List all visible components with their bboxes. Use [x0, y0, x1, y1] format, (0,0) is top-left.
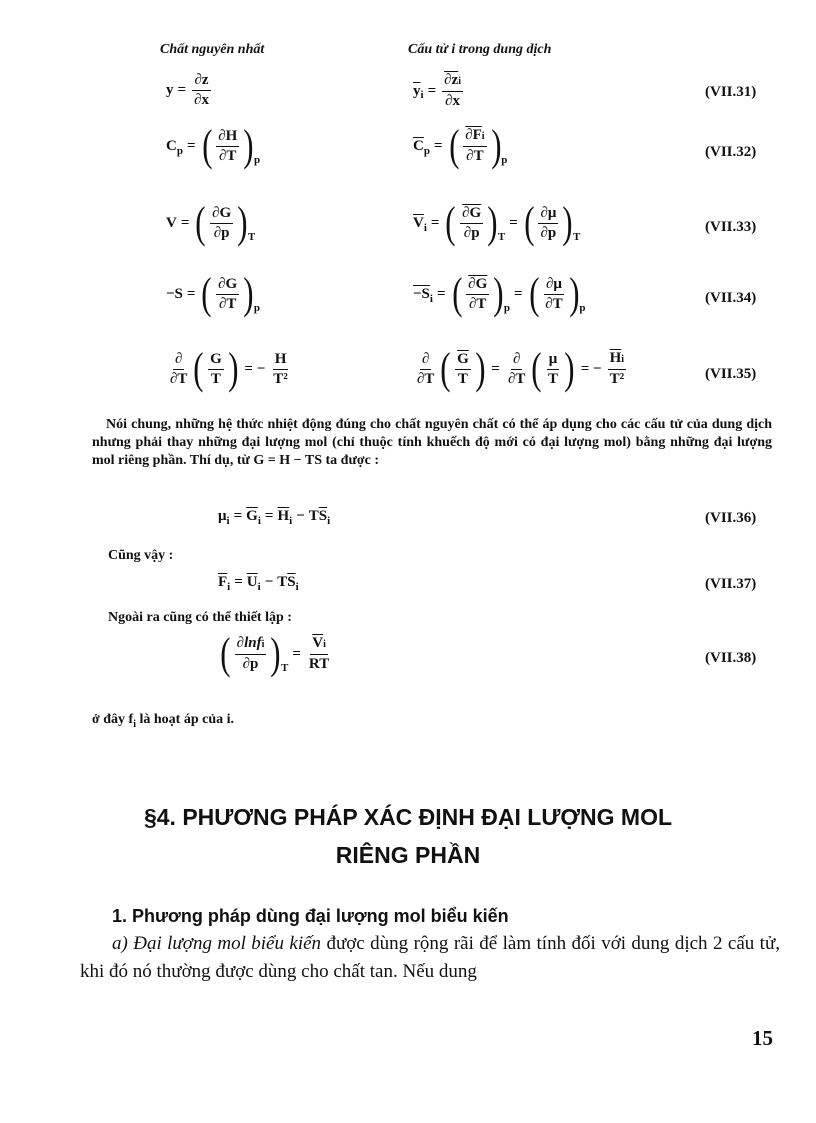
eq33-left-num: ∂G	[210, 205, 233, 224]
eq38-paren: ( $\frac{\text{∂lnfi}}{\partial p}$ )	[220, 629, 281, 678]
eq31-left-lhs: y	[166, 82, 174, 98]
eq35-left-in-num: G	[208, 351, 224, 370]
eq36-mu: μ	[218, 508, 227, 524]
eq31-left-num: ∂z	[192, 72, 210, 91]
eq31-right-den: ∂x	[445, 93, 461, 109]
equation-vii-32	[0, 121, 816, 182]
eq32-right-equals: =	[433, 137, 443, 154]
text-also: Cũng vậy :	[108, 548, 174, 563]
eq34-right-lhs: −S	[413, 285, 430, 302]
eq35-left-equals: = −	[244, 360, 266, 377]
eq34-right-den2: ∂T	[545, 295, 563, 312]
eq36-h-sub: i	[289, 514, 293, 527]
eq35-right-paren-2: ( $\frac{\mu}{T}$ )	[531, 344, 575, 393]
eq34-right-paren-2: ( $\frac{\partial\mu}{\partial T}$ )	[528, 269, 580, 318]
eq31-right	[413, 72, 465, 110]
eq33-left	[166, 198, 256, 247]
eq32-left-den: ∂T	[219, 147, 237, 164]
where-note	[92, 712, 234, 728]
eq35-left-result	[271, 351, 290, 388]
eq31-left-equals: =	[177, 82, 187, 98]
eq37-s: $\overline{S}$	[287, 574, 296, 590]
eq38-sub: T	[281, 662, 289, 674]
eq33-number: (VII.33)	[705, 219, 757, 235]
eq31-right-num: ∂z	[444, 72, 459, 88]
eq36-g: $\overline{G}$	[246, 508, 258, 524]
subheading: 1. Phương pháp dùng đại lượng mol biểu kiến	[112, 906, 509, 926]
eq32-right-den: ∂T	[466, 148, 484, 164]
eq32-right-num-sub: i	[481, 131, 485, 142]
eq37-u-sub: i	[257, 580, 261, 593]
eq35-right-in2-num: μ	[547, 351, 560, 370]
eq32-left-paren: ( $\frac{\partial H}{\partial T}$ )	[201, 121, 254, 170]
eq33-left-den: ∂p	[213, 224, 230, 241]
eq33-right-den1: ∂p	[463, 224, 480, 241]
eq34-right-paren-1: ( $\frac{\partial G}{\partial T}$ )	[451, 269, 504, 318]
eq35-right-in-den: T	[457, 370, 468, 387]
eq34-right-sub2: p	[579, 302, 586, 314]
eq35-right-equals-2: = −	[580, 360, 602, 377]
eq36-equals-1: =	[233, 508, 243, 524]
eq35-left-op-den: ∂T	[170, 370, 188, 387]
eq35-right-operator-2	[506, 351, 527, 388]
eq34-right-sub1: p	[503, 302, 511, 314]
eq37-f: $\overline{F}$	[218, 574, 228, 590]
eq31-right-lhs: $\overline{y}$	[413, 82, 421, 99]
eq38-number: (VII.38)	[705, 650, 757, 666]
column-header-pure: Chất nguyên nhất	[160, 42, 265, 57]
eq35-left-op-num: ∂	[173, 351, 184, 370]
eq34-right-lhs-sub: i	[429, 293, 433, 305]
eq33-right-paren-2: ( $\frac{\partial\mu}{\partial p}$ )	[523, 198, 573, 247]
text-besides: Ngoài ra cũng có thể thiết lập :	[108, 610, 292, 625]
where-note-prefix: ở đây f	[92, 712, 134, 727]
eq38-result	[307, 635, 331, 673]
eq35-left	[166, 344, 292, 393]
eq36-s-sub: i	[327, 514, 331, 527]
eq34-left-equals: =	[186, 285, 196, 302]
paragraph-apparent-molar	[80, 930, 780, 986]
section-heading-line2: RIÊNG PHẦN	[335, 842, 481, 868]
eq35-right-r-den: T²	[609, 371, 625, 387]
column-header-component: Cấu tử i trong dung dịch	[408, 42, 552, 57]
eq34-right-num1: ∂G	[466, 276, 489, 295]
eq32-left-equals: =	[186, 137, 196, 154]
eq35-left-in-den: T	[210, 370, 221, 387]
paragraph2-rest: được dùng rộng rãi để làm tính đối với dung dịch 2 cấu tử, khi đó nó thường được dùng cho chất tan. Nếu dung	[80, 933, 780, 982]
paragraph2-italic: a) Đại lượng mol biểu kiến	[112, 933, 322, 954]
eq35-right-op2-den: ∂T	[507, 370, 526, 387]
eq33-right-equals: =	[430, 214, 440, 231]
eq34-left-paren: ( $\frac{\partial G}{\partial T}$ )	[201, 269, 254, 318]
eq31-right-lhs-sub: i	[420, 89, 424, 101]
eq34-left	[166, 269, 260, 318]
eq31-left-fraction	[192, 72, 211, 109]
eq38-r-den: RT	[308, 656, 330, 672]
eq34-left-lhs: −S	[166, 285, 183, 302]
eq35-right-r-num-sub: i	[621, 354, 625, 365]
eq35-right-r-num: $\overline{H}$	[609, 350, 622, 366]
eq37-expression	[218, 574, 299, 591]
eq34-left-den: ∂T	[218, 295, 237, 312]
eq38-expression	[218, 629, 333, 678]
eq33-right-equals-2: =	[509, 214, 518, 231]
eq32-left-sub: p	[253, 154, 261, 166]
eq32-left-num: ∂H	[216, 128, 239, 147]
eq36-s: $\overline{S}$	[318, 508, 328, 524]
eq34-left-sub: p	[253, 302, 260, 314]
eq38-num: ∂lnf	[236, 635, 262, 651]
eq35-left-paren: ( $\frac{G}{T}$ )	[193, 344, 239, 393]
eq32-right-num: ∂F	[465, 127, 482, 143]
where-note-suffix: là hoạt áp của i.	[135, 712, 234, 727]
eq37-number: (VII.37)	[705, 576, 757, 592]
eq33-right	[413, 198, 581, 247]
eq36-h: $\overline{H}$	[277, 508, 290, 524]
eq32-left-lhs: C	[166, 137, 177, 154]
eq36-t: T	[308, 508, 319, 524]
eq33-right-sub2: T	[573, 231, 581, 243]
eq34-right	[413, 269, 586, 318]
eq36-number: (VII.36)	[705, 510, 757, 526]
eq34-right-den1: ∂T	[469, 295, 487, 312]
eq33-right-sub1: T	[497, 231, 506, 243]
eq35-right-in2-den: T	[548, 370, 559, 387]
eq37-minus: −	[264, 574, 274, 590]
eq32-number: (VII.32)	[705, 144, 757, 160]
eq33-left-paren: ( $\frac{\partial G}{\partial p}$ )	[195, 198, 248, 247]
eq31-right-equals: =	[427, 82, 437, 99]
equation-vii-33	[0, 198, 816, 259]
equation-vii-34	[0, 269, 816, 330]
eq34-right-num2: ∂μ	[544, 276, 564, 295]
eq37-f-sub: i	[227, 580, 231, 593]
eq38-num-sub: i	[261, 639, 265, 650]
eq35-left-r-den: T²	[273, 370, 288, 387]
eq35-right-op-num: ∂	[420, 351, 431, 370]
eq38-r-num-sub: i	[323, 639, 326, 650]
equation-vii-31	[0, 72, 816, 118]
eq33-right-lhs: $\overline{V}$	[413, 214, 424, 231]
eq37-s-sub: i	[295, 580, 299, 593]
eq31-left	[166, 72, 213, 109]
eq35-right-operator	[415, 351, 436, 388]
eq36-g-sub: i	[257, 514, 261, 527]
eq37-equals: =	[234, 574, 243, 590]
eq32-right-paren: ( $\frac{\partial Fi}{\partial T}$ )	[448, 121, 502, 170]
eq32-right-lhs-sub: p	[423, 145, 430, 157]
eq36-minus: −	[296, 508, 305, 524]
eq35-right-result	[608, 350, 627, 388]
eq32-left-lhs-sub: p	[176, 145, 183, 157]
eq36-mu-sub: i	[226, 514, 230, 527]
eq34-left-num: ∂G	[216, 276, 239, 295]
eq38-equals: =	[292, 645, 301, 662]
eq35-right-in-num: $\overline{G}$	[455, 351, 471, 370]
eq34-number: (VII.34)	[705, 290, 757, 306]
eq35-right-op2-num: ∂	[511, 351, 522, 370]
eq32-right	[413, 121, 508, 170]
eq35-right-op-den: ∂T	[417, 370, 435, 387]
paragraph-general: Nói chung, những hệ thức nhiệt động đúng cho chất nguyên chất có thể áp dụng cho các cấu tử của dung dịch nhưng phải thay những đại lượng mol (chỉ thuộc tính khuếch độ mới có đại lượng mol) bằng những đại lượng mol riêng phần. Thí dụ, từ G = H − TS ta được :	[92, 417, 772, 468]
eq38-den: ∂p	[242, 656, 259, 672]
eq34-right-equals-2: =	[514, 285, 523, 302]
eq33-left-sub: T	[247, 231, 256, 243]
equation-vii-37	[0, 574, 816, 598]
eq35-number: (VII.35)	[705, 366, 757, 382]
eq31-left-den: ∂x	[194, 92, 209, 108]
eq35-right-paren-1: ( $\frac{\overline{G}}{T}$ )	[440, 344, 486, 393]
eq35-left-r-num: H	[273, 351, 289, 370]
eq35-right-equals: =	[491, 360, 500, 377]
eq32-left	[166, 121, 261, 170]
eq38-r-num: $\overline{V}$	[312, 635, 324, 651]
eq37-t: T	[277, 574, 288, 590]
eq33-right-den2: ∂p	[540, 224, 557, 241]
equation-vii-36	[0, 508, 816, 532]
eq32-right-lhs: $\overline{C}$	[413, 137, 424, 154]
equation-vii-35	[0, 344, 816, 405]
eq33-left-lhs: V	[166, 214, 177, 231]
eq31-right-fraction	[442, 72, 463, 110]
eq34-right-equals: =	[436, 285, 446, 302]
eq33-right-num2: ∂μ	[538, 205, 558, 224]
eq35-right	[413, 344, 628, 393]
eq33-right-lhs-sub: i	[423, 222, 427, 234]
section-heading-line1: §4. PHƯƠNG PHÁP XÁC ĐỊNH ĐẠI LƯỢNG MOL	[143, 804, 673, 830]
eq36-expression	[218, 508, 330, 525]
eq31-right-num-sub: i	[458, 76, 461, 87]
eq33-right-num1: ∂G	[460, 205, 483, 224]
eq31-number: (VII.31)	[705, 84, 757, 100]
eq33-right-paren-1: ( $\frac{\partial G}{\partial p}$ )	[445, 198, 498, 247]
equation-vii-38	[0, 629, 816, 690]
where-note-sub: i	[133, 719, 136, 730]
eq32-right-sub: p	[501, 154, 508, 166]
eq36-equals-2: =	[264, 508, 274, 524]
eq33-left-equals: =	[180, 214, 190, 231]
page-number: 15	[752, 1026, 773, 1050]
eq35-left-operator	[168, 351, 189, 388]
eq37-u: $\overline{U}$	[246, 574, 258, 590]
